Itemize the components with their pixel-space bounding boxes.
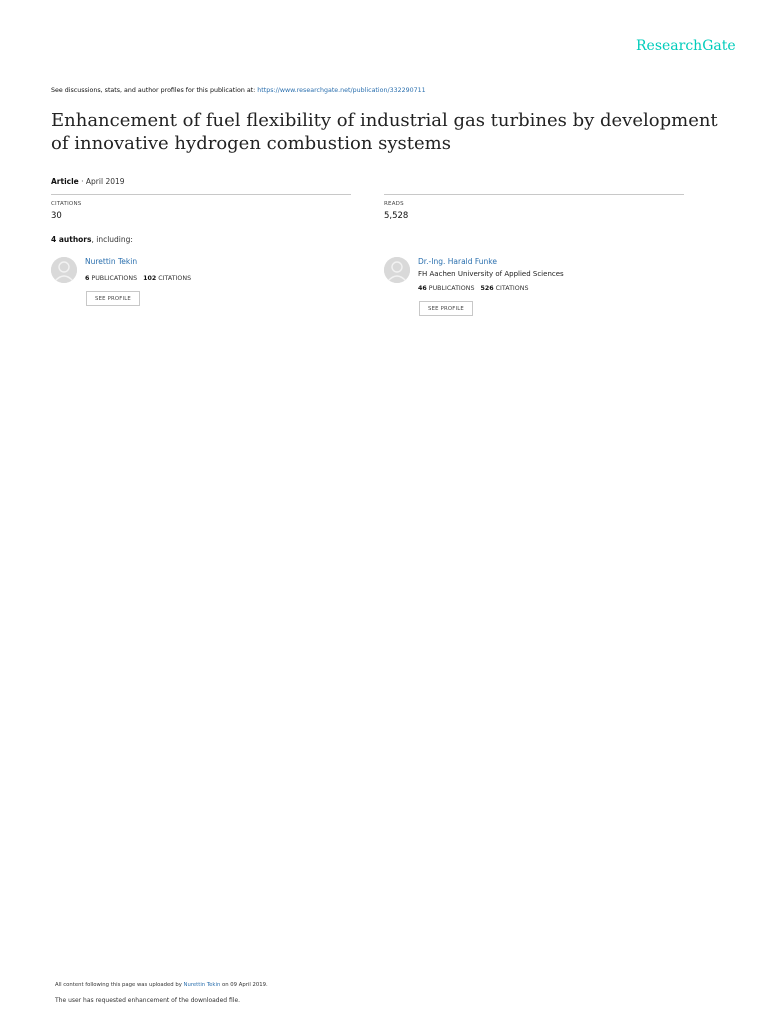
author-affiliation: FH Aachen University of Applied Sciences xyxy=(418,270,564,278)
author-citations-count: 102 xyxy=(143,275,157,282)
publication-date: · April 2019 xyxy=(78,177,125,186)
reads-value: 5,528 xyxy=(384,211,409,221)
publication-title: Enhancement of fuel flexibility of industrial gas turbines by development of innovative hydrogen combustion systems xyxy=(51,110,718,154)
author-publications-label: PUBLICATIONS xyxy=(91,275,138,282)
author-name-link[interactable]: Dr.-Ing. Harald Funke xyxy=(418,257,497,266)
author-avatar[interactable] xyxy=(51,257,77,283)
publication-link[interactable]: https://www.researchgate.net/publication/332290711 xyxy=(257,87,426,94)
author-avatar[interactable] xyxy=(384,257,410,283)
author-publications-count: 6 xyxy=(85,275,90,282)
author-stats xyxy=(418,285,528,292)
see-profile-button[interactable]: SEE PROFILE xyxy=(86,291,140,306)
citations-label: CITATIONS xyxy=(51,201,82,207)
author-citations-label: CITATIONS xyxy=(495,285,529,292)
author-citations-count: 526 xyxy=(480,285,494,292)
author-publications-count: 46 xyxy=(418,285,427,292)
discussion-prefix: See discussions, stats, and author profiles for this publication at: xyxy=(51,87,258,94)
authors-count-bold: 4 authors xyxy=(51,235,92,244)
author-citations-label: CITATIONS xyxy=(158,275,192,282)
upload-prefix: All content following this page was uploaded by xyxy=(55,982,184,988)
author-stats xyxy=(85,275,191,282)
author-name-link[interactable]: Nurettin Tekin xyxy=(85,257,138,266)
avatar-placeholder-icon xyxy=(384,257,410,283)
enhancement-note: The user has requested enhancement of the downloaded file. xyxy=(55,997,241,1004)
researchgate-logo[interactable]: ResearchGate xyxy=(636,38,736,54)
reads-divider xyxy=(384,194,684,195)
upload-note xyxy=(55,982,268,988)
authors-count-suffix: , including: xyxy=(91,235,133,244)
publication-type: Article xyxy=(51,177,79,186)
see-profile-button[interactable]: SEE PROFILE xyxy=(419,301,473,316)
publication-meta xyxy=(51,177,125,186)
reads-label: READS xyxy=(384,201,404,207)
author-publications-label: PUBLICATIONS xyxy=(428,285,475,292)
uploader-link[interactable]: Nurettin Tekin xyxy=(183,982,221,988)
discussion-line xyxy=(51,87,426,94)
upload-suffix: on 09 April 2019. xyxy=(220,982,268,988)
authors-count xyxy=(51,235,133,244)
citations-divider xyxy=(51,194,351,195)
citations-value: 30 xyxy=(51,211,62,221)
avatar-placeholder-icon xyxy=(51,257,77,283)
